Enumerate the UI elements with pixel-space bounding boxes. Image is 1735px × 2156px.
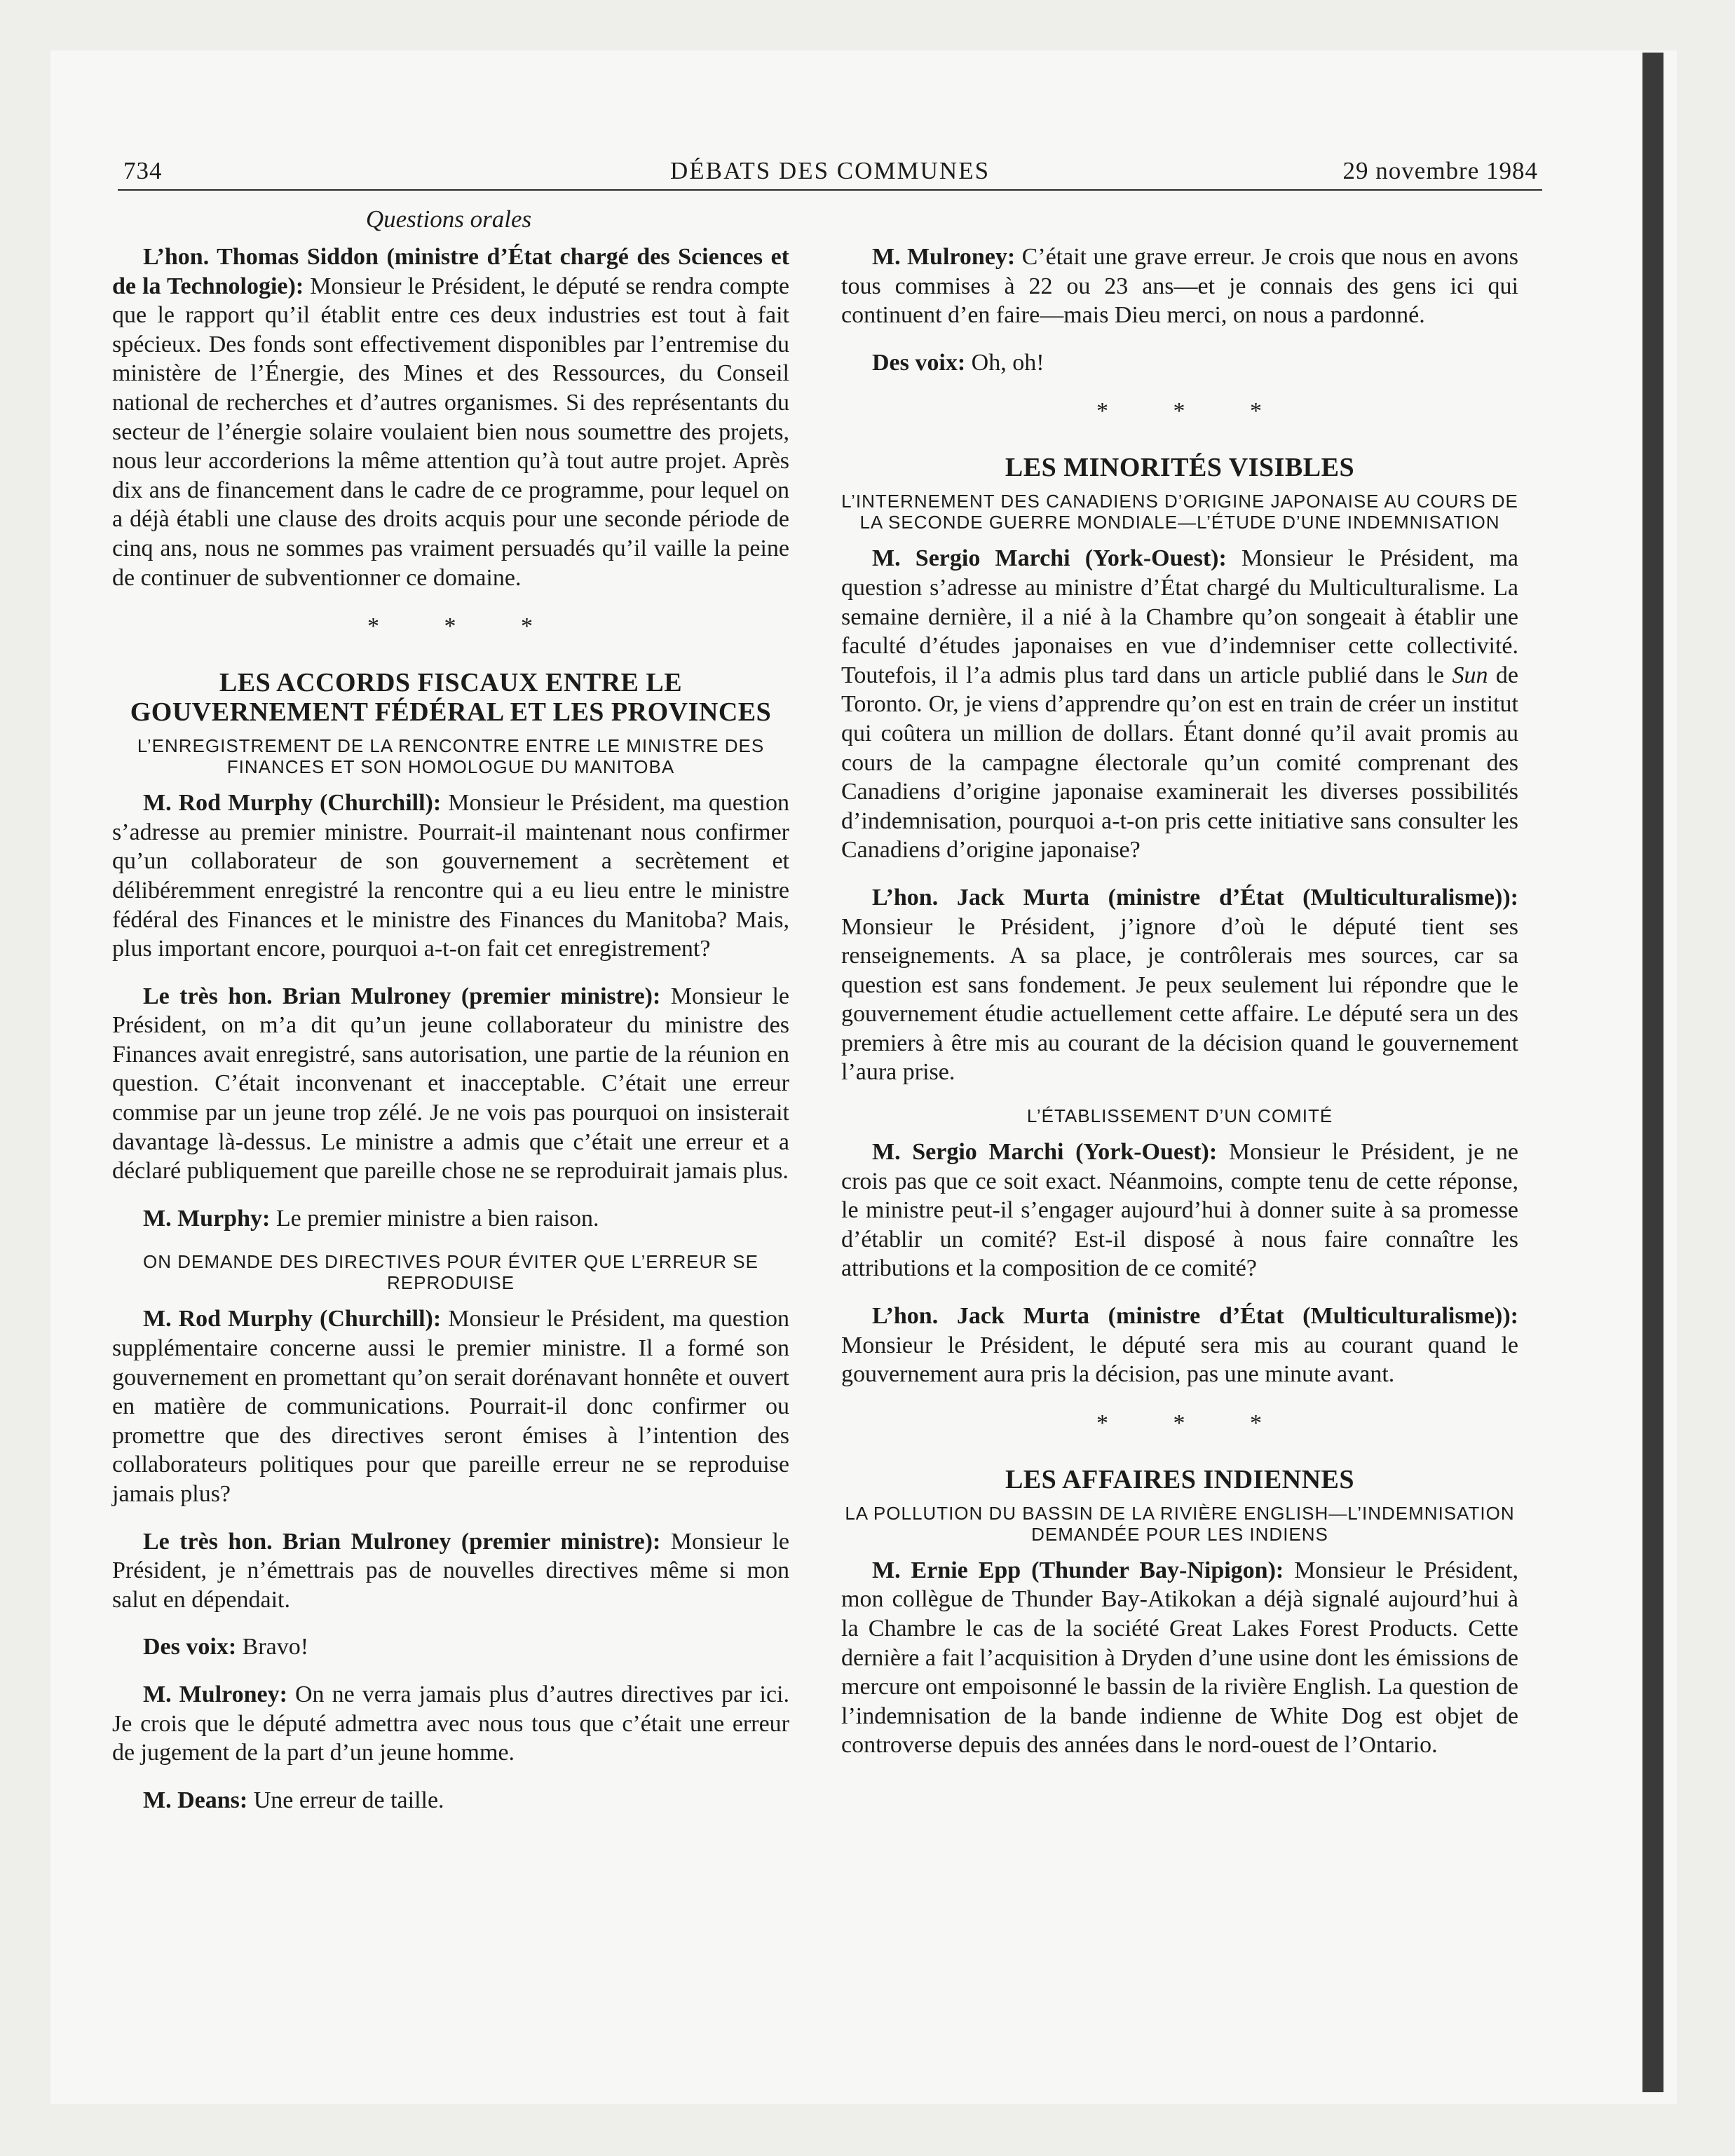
speaker: M. Sergio Marchi (York-Ouest): xyxy=(872,1139,1218,1166)
speech: Oh, oh! xyxy=(965,349,1045,376)
binding-edge xyxy=(1642,53,1663,2092)
speaker: Le très hon. Brian Mulroney (premier ministre): xyxy=(143,1528,661,1555)
speech: C’était une grave erreur. Je crois que nous en avons tous commises à 22 ou 23 ans—et je connais des gens ici qui continuent d’en faire—mais Dieu merci, on nous a pardonné. xyxy=(841,244,1518,329)
paragraph xyxy=(841,883,1518,1087)
speaker: M. Deans: xyxy=(143,1787,248,1813)
section-heading: LES ACCORDS FISCAUX ENTRE LE GOUVERNEMENT FÉDÉRAL ET LES PROVINCES xyxy=(130,668,772,728)
paragraph xyxy=(112,1632,789,1662)
speaker: M. Rod Murphy (Churchill): xyxy=(143,790,442,817)
speech: On ne verra jamais plus d’autres directives par ici. Je crois que le député admettra avec nous tous que c’était une erreur de jugement de la part d’un jeune homme. xyxy=(112,1681,789,1766)
speech: Monsieur le Président, je n’émettrais pas de nouvelles directives même si mon salut en dépendait. xyxy=(112,1528,789,1613)
speaker: M. Rod Murphy (Churchill): xyxy=(143,1306,442,1332)
paragraph xyxy=(112,1204,789,1234)
left-column xyxy=(112,243,789,1833)
speaker: L’hon. Jack Murta (ministre d’État (Multiculturalisme)): xyxy=(872,884,1518,910)
speaker: L’hon. Jack Murta (ministre d’État (Multiculturalisme)): xyxy=(872,1303,1518,1330)
header-rule xyxy=(118,189,1542,191)
speech: Monsieur le Président, j’ignore d’où le député tient ses renseignements. A sa place, je contrôlerais mes sources, car sa question est sans fondement. Je peux seulement lui répondre que le gouvernement étudie actuellement cette affaire. Le député sera un des premiers à être mis au courant de la décision quand le gouvernement l’aura prise. xyxy=(841,913,1518,1086)
speaker: M. Sergio Marchi (York-Ouest): xyxy=(872,545,1227,572)
speaker: L’hon. Thomas Siddon (ministre d’État chargé des Sciences et de la Technologie): xyxy=(112,244,789,299)
newspaper-title: Sun xyxy=(1452,662,1488,688)
subheading: L’ÉTABLISSEMENT D’UN COMITÉ xyxy=(1026,1105,1333,1127)
paragraph xyxy=(841,544,1518,865)
paragraph xyxy=(112,982,789,1186)
speech: Monsieur le Président, on m’a dit qu’un jeune collaborateur du ministre des Finances avait enregistré, sans autorisation, une partie de la réunion en question. C’était inconvenant et inacceptable. C’était une erreur commise par un jeune trop zélé. Je ne vois pas pourquoi on insisterait davantage là-dessus. Le ministre a admis que c’était une erreur et a déclaré publiquement que pareille chose ne se reproduirait jamais plus. xyxy=(112,983,789,1185)
paragraph xyxy=(112,789,789,964)
paragraph xyxy=(841,348,1518,378)
paragraph xyxy=(841,1302,1518,1389)
speaker: M. Mulroney: xyxy=(872,244,1016,270)
running-header xyxy=(118,157,1542,191)
paragraph xyxy=(112,1786,789,1815)
paragraph xyxy=(112,243,789,592)
issue-date: 29 novembre 1984 xyxy=(1342,157,1538,184)
section-divider: * * * xyxy=(367,613,562,640)
speech: Le premier ministre a bien raison. xyxy=(270,1205,599,1231)
paragraph xyxy=(841,243,1518,330)
speech: Monsieur le Président, ma question supplémentaire concerne aussi le premier ministre. Il a formé son gouvernement en promettant qu’on serait dorénavant honnête et ouvert en matière de communications. Pourrait-il donc confirmer ou promettre que des directives seront émises à l’intention des collaborateurs politiques pour que pareille erreur ne se reproduise jamais plus? xyxy=(112,1306,789,1507)
section-divider: * * * xyxy=(1096,398,1291,425)
speaker: M. Murphy: xyxy=(143,1205,271,1231)
section-heading: LES AFFAIRES INDIENNES xyxy=(1005,1464,1355,1494)
publication-title: DÉBATS DES COMMUNES xyxy=(669,157,991,184)
section-heading: LES MINORITÉS VISIBLES xyxy=(1005,453,1355,483)
speech: Monsieur le Président, mon collègue de Thunder Bay-Atikokan a déjà signalé aujourd’hui à la Chambre le cas de la société Great Lakes Forest Products. Cette dernière a fait l’acquisition à Dryden d’une usine dont les émissions de mercure ont empoisonné le bassin de la rivière English. La question de l’indemnisation de la bande indienne de White Dog est objet de controverse depuis des années dans le nord-ouest de l’Ontario. xyxy=(841,1557,1518,1759)
speech: Monsieur le Président, le député se rendra compte que le rapport qu’il établit entre ces deux industries est tout à fait spécieux. Des fonds sont effectivement disponibles par l’entremise du ministère de l’Énergie, des Mines et des Ressources, du Conseil national de recherches et d’autres organismes. Si des représentants du secteur de l’énergie solaire voulaient bien nous soumettre des projets, nous leur accorderions la même attention qu’à tout autre projet. Après dix ans de financement dans le cadre de ce programme, pour lequel on a déjà établi une clause des droits acquis pour une seconde période de cinq ans, nous ne sommes pas vraiment persuadés qu’il vaille la peine de continuer de subventionner ce domaine. xyxy=(112,273,789,591)
speaker: Des voix: xyxy=(872,349,966,376)
speech: Monsieur le Président, ma question s’adresse au ministre d’État chargé du Multiculturalisme. La semaine dernière, il a nié à la Chambre qu’on songeait à établir une faculté d’études japonaises en vue d’indemniser cette collectivité. Toutefois, il l’a admis plus tard dans un article publié dans le xyxy=(841,545,1518,688)
section-kicker: Questions orales xyxy=(365,205,532,233)
subheading: LA POLLUTION DU BASSIN DE LA RIVIÈRE ENGLISH—L’INDEMNISATION DEMANDÉE POUR LES INDIENS xyxy=(845,1502,1515,1545)
paragraph xyxy=(112,1527,789,1615)
speaker: M. Ernie Epp (Thunder Bay-Nipigon): xyxy=(872,1557,1284,1583)
speech: Une erreur de taille. xyxy=(247,1787,444,1813)
speech: de Toronto. Or, je viens d’apprendre qu’on est en train de créer un institut qui coûtera un million de dollars. Étant donné qu’il avait promis au cours de la campagne électorale qu’un comité comprenant des Canadiens d’origine japonaise examinerait les diverses possibilités d’indemnisation, pourquoi a-t-on pris cette initiative sans consulter les Canadiens d’origine japonaise? xyxy=(841,662,1518,864)
speech: Monsieur le Président, ma question s’adresse au premier ministre. Pourrait-il maintenant nous confirmer qu’un collaborateur de son gouvernement a secrètement et délibéremment enregistré la rencontre qui a eu lieu entre le ministre fédéral des Finances et le ministre des Finances du Manitoba? Mais, plus important encore, pourquoi a-t-on fait cet enregistrement? xyxy=(112,790,789,962)
paragraph xyxy=(841,1556,1518,1760)
page-number: 734 xyxy=(123,157,163,184)
speech: Bravo! xyxy=(236,1634,309,1660)
paragraph xyxy=(112,1680,789,1768)
speech: Monsieur le Président, le député sera mis au courant quand le gouvernement aura pris la décision, pas une minute avant. xyxy=(841,1332,1518,1388)
speech: Monsieur le Président, je ne crois pas que ce soit exact. Néanmoins, compte tenu de cette réponse, le ministre peut-il s’engager aujourd’hui à donner suite à sa promesse d’établir un comité? Est-il disposé à nous faire connaître les attributions et la composition de ce comité? xyxy=(841,1139,1518,1282)
speaker: Des voix: xyxy=(143,1634,237,1660)
paragraph xyxy=(112,1304,789,1508)
right-column xyxy=(841,243,1518,1778)
section-divider: * * * xyxy=(1096,1410,1291,1436)
speaker: M. Mulroney: xyxy=(143,1681,287,1707)
subheading: ON DEMANDE DES DIRECTIVES POUR ÉVITER QUE L’ERREUR SE REPRODUISE xyxy=(143,1251,758,1294)
subheading: L’ENREGISTREMENT DE LA RENCONTRE ENTRE LE MINISTRE DES FINANCES ET SON HOMOLOGUE DU MANITOBA xyxy=(137,735,765,778)
paragraph xyxy=(841,1138,1518,1283)
speaker: Le très hon. Brian Mulroney (premier ministre): xyxy=(143,983,661,1009)
subheading: L’INTERNEMENT DES CANADIENS D’ORIGINE JAPONAISE AU COURS DE LA SECONDE GUERRE MONDIALE—L’ÉTUDE D’UNE INDEMNISATION xyxy=(841,491,1518,533)
